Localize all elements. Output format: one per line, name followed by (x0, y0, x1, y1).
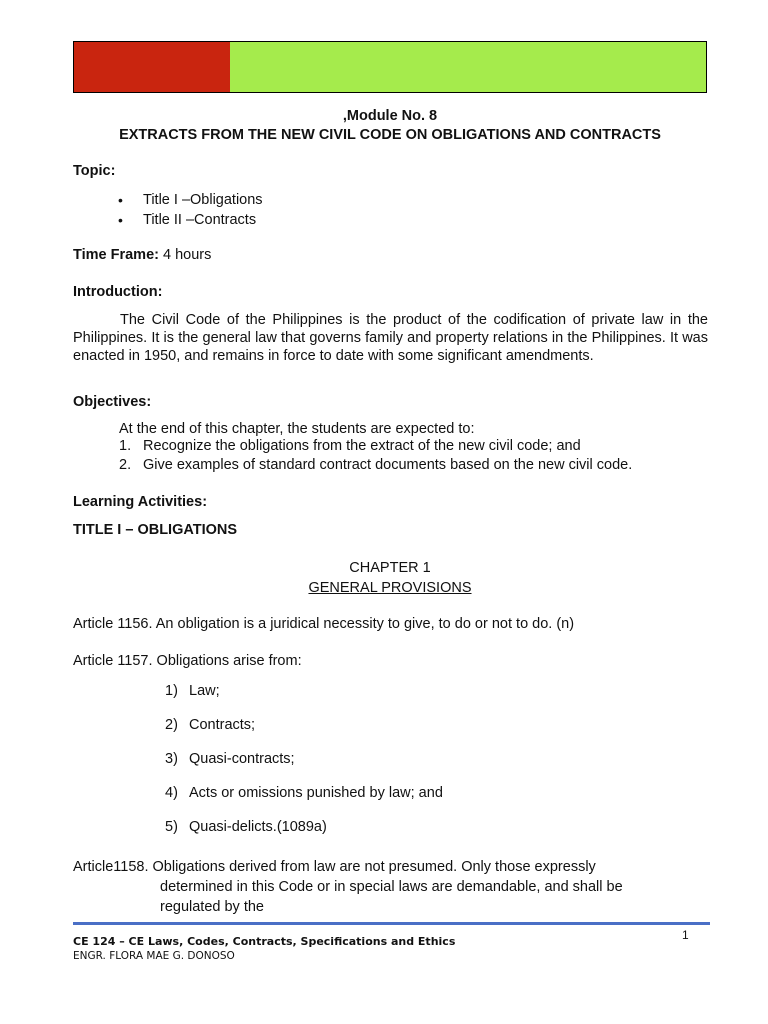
list-item: 1) Law; (165, 683, 220, 699)
topic-list (118, 190, 263, 230)
introduction-label: Introduction: (73, 284, 163, 300)
article-1158-line: regulated by the (160, 899, 264, 915)
chapter-number: CHAPTER 1 (349, 560, 431, 576)
topic-item: • Title II –Contracts (118, 210, 263, 230)
introduction-text: The Civil Code of the Philippines is the product of the codification of private law in the Philippines. It is the general law that governs family and property relations in the Philippines. It was enacted in 1950, and remains in force to date with some significant amendments. (73, 312, 708, 364)
header-banner (73, 41, 707, 93)
objectives-list (119, 437, 632, 475)
footer-course: CE 124 – CE Laws, Codes, Contracts, Specifications and Ethics (73, 935, 456, 948)
article-1157: Article 1157. Obligations arise from: (73, 653, 302, 669)
objective-item: 2. Give examples of standard contract documents based on the new civil code. (119, 457, 633, 473)
article-1158-line: determined in this Code or in special laws are demandable, and shall be (160, 879, 623, 895)
module-number: ,Module No. 8 (342, 108, 438, 124)
footer-author: ENGR. FLORA MAE G. DONOSO (73, 950, 235, 962)
section-heading: TITLE I – OBLIGATIONS (73, 522, 238, 538)
topic-label: Topic: (73, 163, 116, 179)
list-item: 5) Quasi-delicts.(1089a) (165, 819, 327, 835)
list-item: 2) Contracts; (165, 717, 256, 733)
objectives-intro: At the end of this chapter, the students are expected to: (119, 421, 475, 437)
introduction-paragraph (73, 311, 708, 365)
article-1158-line: Article1158. Obligations derived from law are not presumed. Only those expressly (73, 859, 596, 875)
learning-activities-label: Learning Activities: (73, 494, 208, 510)
footer-rule (73, 922, 710, 925)
time-frame (73, 247, 211, 263)
banner-red-block (74, 42, 230, 92)
list-item: 4) Acts or omissions punished by law; and (165, 785, 443, 801)
time-frame-value: 4 hours (158, 247, 212, 263)
obligation-sources-list (165, 681, 443, 851)
page-number: 1 (682, 928, 689, 942)
chapter-title: GENERAL PROVISIONS (308, 580, 472, 596)
time-frame-label: Time Frame: (73, 247, 159, 263)
article-1156: Article 1156. An obligation is a juridical necessity to give, to do or not to do. (n) (73, 616, 575, 632)
document-title: EXTRACTS FROM THE NEW CIVIL CODE ON OBLIGATIONS AND CONTRACTS (119, 127, 661, 143)
banner-green-block (230, 42, 706, 92)
article-1158 (73, 857, 693, 917)
objective-item: 1. Recognize the obligations from the extract of the new civil code; and (119, 438, 581, 454)
topic-item: • Title I –Obligations (118, 190, 263, 210)
objectives-label: Objectives: (73, 394, 152, 410)
list-item: 3) Quasi-contracts; (165, 751, 295, 767)
